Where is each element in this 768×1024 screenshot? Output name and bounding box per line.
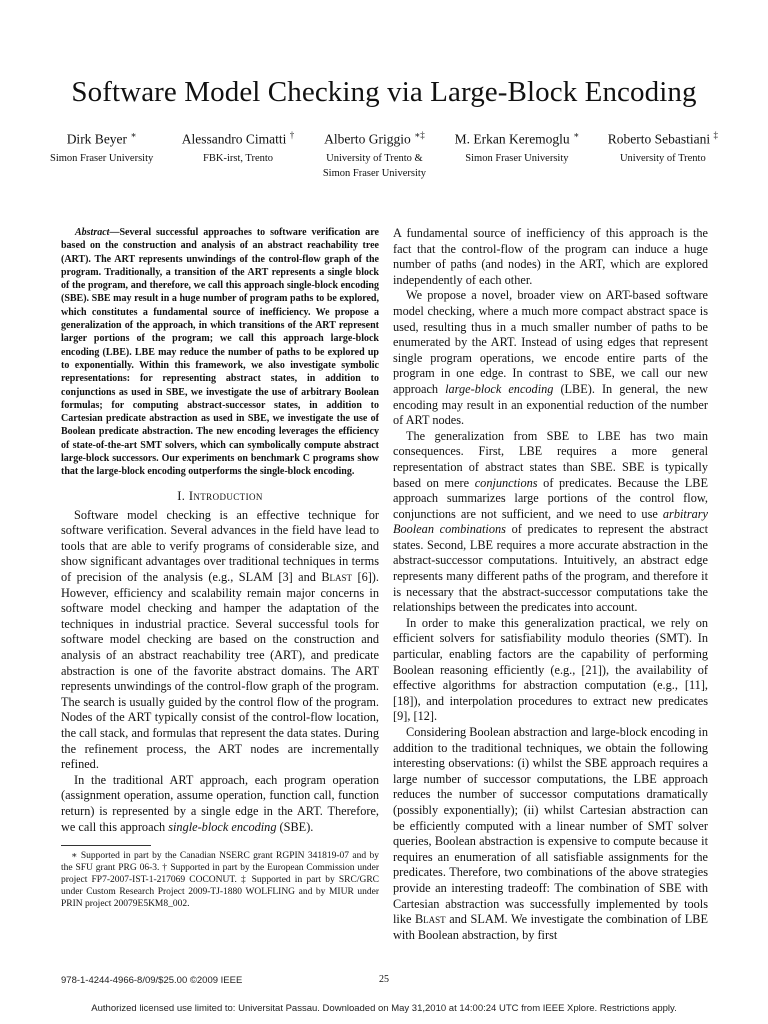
author-name: M. Erkan Keremoglu ∗ [454,130,580,147]
author-block [455,126,580,181]
body-paragraph: The generalization from SBE to LBE has two main consequences. First, LBE requires a more general representation of abstract states than SBE. SBE is typically based on mere conjunctions of predicates. Because the LBE approach summarizes large portions of the control flow, conjunctions are not sufficient, and we need to use arbitrary Boolean combinations of predicates to represent the abstract states. Second, LBE requires a more accurate abstraction in the abstract-successor computations. Intuitively, an abstract edge represents many different paths of the program, and therefore it is necessary that the abstract-successor computations take the relationships between the predicates into account. [393,428,709,615]
left-column [61,226,379,910]
author-name: Roberto Sebastiani ‡ [607,130,718,147]
author-affiliation: Simon Fraser University [50,152,154,164]
author-block [50,126,153,181]
body-paragraph: Software model checking is an effective technique for software verification. Several advances in the field have lead to tools that are able to verify programs of considerable size, and show significant advantages over traditional techniques in terms of precision of the analysis (e.g., SLAM [3] and Blast [6]). However, efficiency and scalability remain major concerns in software model checking and hamper the adaptation of the techniques in industrial practice. Several successful tools for software model checking are based on the construction and analysis of an abstract reachability tree (ART), and predicate abstraction is one of the favorite abstract domains. The ART represents unwindings of the control-flow graph of the program. The search is usually guided by the control flow of the program. Nodes of the ART typically consist of the control-flow location, the call stack, and formulas that represent the data states. During the refinement process, the ART nodes are incrementally refined. [61,507,379,772]
paper-title: Software Model Checking via Large-Block Encoding [71,76,697,108]
author-name: Alessandro Cimatti † [181,130,295,147]
body-paragraph: In order to make this generalization practical, we rely on efficient solvers for satisfiability modulo theories (SMT). In particular, enabling factors are the capability of performing Boolean reasoning efficiently (e.g., [21]), the availability of effective algorithms for abstraction computation (e.g., [11], [18]), and interpolation procedures to extract new predicates [9], [12]. [393,615,708,724]
author-name: Alberto Griggio ∗‡ [324,130,425,147]
author-affiliation: Simon Fraser University [465,152,569,164]
right-column [393,226,708,943]
license-notice: Authorized licensed use limited to: Universitat Passau. Downloaded on May 31,2010 at 14:00:24 UTC from IEEE Xplore. Restrictions apply. [91,1003,677,1014]
body-paragraph: In the traditional ART approach, each program operation (assignment operation, assume operation, function call, function return) is represented by a single edge in the ART. Therefore, we call this approach single-block encoding (SBE). [61,772,379,834]
author-name: Dirk Beyer ∗ [66,130,137,147]
footnote-divider [61,845,151,846]
author-affiliation: FBK-irst, Trento [203,152,274,164]
body-paragraph: We propose a novel, broader view on ART-based software model checking, where a much more compact abstract space is used, resulting thus in a much smaller number of paths to be enumerated by the ART. Instead of using edges that represent single program operations, we encode entire parts of the program in one edge. In contrast to SBE, we call our new approach large-block encoding (LBE). In general, the new encoding may result in an exponential reduction of the number of ART nodes. [393,288,709,428]
author-affiliation: Simon Fraser University [322,167,427,179]
author-affiliation: University of Trento [619,152,706,164]
abstract-label: Abstract [75,227,110,238]
author-list [50,126,718,181]
body-paragraph: A fundamental source of inefficiency of this approach is the fact that the control-flow of the program can induce a huge number of paths (and nodes) in the ART, which are explored independently of each other. [393,226,708,287]
author-block [608,126,718,181]
isbn-line: 978-1-4244-4966-8/09/$25.00 ©2009 IEEE [61,975,243,986]
author-block [182,126,295,181]
footnote: ∗ Supported in part by the Canadian NSERC grant RGPIN 341819-07 and by the SFU grant PRG 06-3. † Supported in part by the European Commission under project FP7-2007-IST-1-217069 COCONUT. ‡ Supported in part by SRC/GRC under Custom Research Project 2009-TJ-1880 WOLFLING and by MIUR under PRIN project 20079E5KM8_002. [61,851,379,910]
abstract [61,226,379,479]
author-affiliation: University of Trento & [326,152,423,164]
abstract-text: —Several successful approaches to software verification are based on the construction and analysis of an abstract reachability tree (ART). The ART represents unwindings of the control-flow graph of the program. Traditionally, a transition of the ART represents a single block of the program, and therefore, we call this approach single-block encoding (SBE). SBE may result in a huge number of program paths to be explored, which constitutes a fundamental source of inefficiency. We propose a generalization of the approach, in which transitions of the ART represent larger portions of the program; we call this approach large-block encoding (LBE). LBE may reduce the number of paths to be explored up to exponentially. Within this framework, we also investigate symbolic representations: for representing abstract states, in addition to conjunctions as used in SBE, we investigate the use of arbitrary Boolean formulas; for computing abstract-successor states, in addition to Cartesian predicate abstraction as used in SBE, we investigate the use of Boolean predicate abstraction. The new encoding leverages the efficiency of state-of-the-art SMT solvers, which can symbolically compute abstract large-block successors. Our experiments on benchmark C programs show that the large-block encoding outperforms the single-block encoding. [61,227,379,478]
section-heading: I. Introduction [177,488,263,503]
author-block [323,126,426,181]
page-number: 25 [379,974,389,985]
body-paragraph: Considering Boolean abstraction and large-block encoding in addition to the traditional techniques, we obtain the following interesting observations: (i) whilst the SBE approach requires a large number of successor computations, the LBE approach reduces the number of successor computations dramatically (possibly exponentially); (ii) whilst Cartesian abstraction can be efficiently computed with a linear number of SMT solver queries, Boolean abstraction is expensive to compute because it requires an enumeration of all satisfiable assignments for the predicates. Therefore, two combinations of the above strategies provide an interesting tradeoff: The combination of SBE with Cartesian abstraction was successfully implemented by tools like Blast and SLAM. We investigate the combination of LBE with Boolean abstraction, by first [393,725,708,942]
